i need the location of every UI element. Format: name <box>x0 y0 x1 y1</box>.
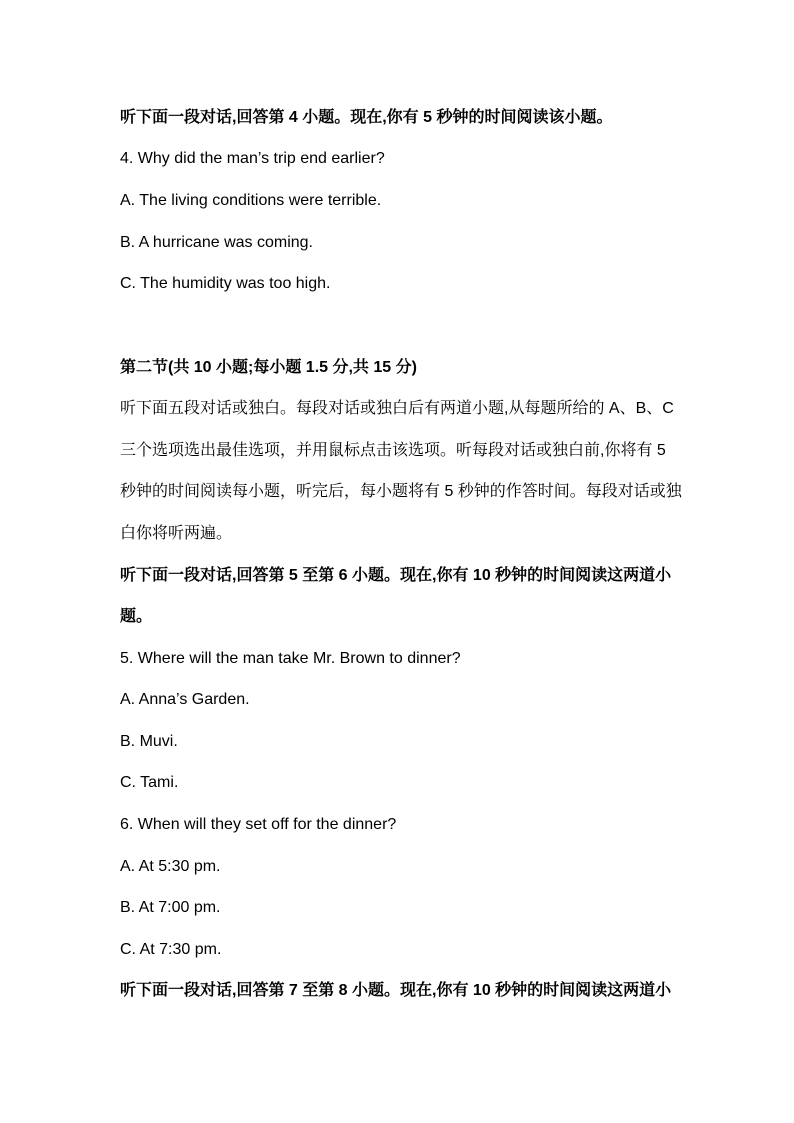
part2-instruction-line: 白你将听两遍。 <box>120 525 233 542</box>
question-4: 4. Why did the man’s trip end earlier? <box>120 150 385 167</box>
q4-option-c[interactable]: C. The humidity was too high. <box>120 275 331 292</box>
q4-option-b[interactable]: B. A hurricane was coming. <box>120 234 313 251</box>
part2-instruction-line: 秒钟的时间阅读每小题，听完后，每小题将有 5 秒钟的作答时间。每段对话或独 <box>120 483 682 500</box>
q4-option-a[interactable]: A. The living conditions were terrible. <box>120 192 382 209</box>
q5-option-a[interactable]: A. Anna’s Garden. <box>120 691 250 708</box>
q6-option-a[interactable]: A. At 5:30 pm. <box>120 858 221 875</box>
q5-option-c[interactable]: C. Tami. <box>120 774 179 791</box>
part2-instruction-line: 三个选项选出最佳选项，并用鼠标点击该选项。听每段对话或独白前,你将有 5 <box>120 442 666 459</box>
part2-heading: 第二节(共 10 小题;每小题 1.5 分,共 15 分) <box>120 359 417 376</box>
question-6: 6. When will they set off for the dinner? <box>120 816 397 833</box>
section-instruction-q5-6-cont: 题。 <box>120 608 153 625</box>
section-instruction-q5-6: 听下面一段对话,回答第 5 至第 6 小题。现在,你有 10 秒钟的时间阅读这两道小 <box>120 567 672 584</box>
section-instruction-q7-8: 听下面一段对话,回答第 7 至第 8 小题。现在,你有 10 秒钟的时间阅读这两道小 <box>120 982 672 999</box>
q6-option-b[interactable]: B. At 7:00 pm. <box>120 899 221 916</box>
question-5: 5. Where will the man take Mr. Brown to dinner? <box>120 650 461 667</box>
q5-option-b[interactable]: B. Muvi. <box>120 733 178 750</box>
part2-instruction-line: 听下面五段对话或独白。每段对话或独白后有两道小题,从每题所给的 A、B、C <box>120 400 674 417</box>
q6-option-c[interactable]: C. At 7:30 pm. <box>120 941 222 958</box>
section-instruction-q4: 听下面一段对话,回答第 4 小题。现在,你有 5 秒钟的时间阅读该小题。 <box>120 109 613 126</box>
